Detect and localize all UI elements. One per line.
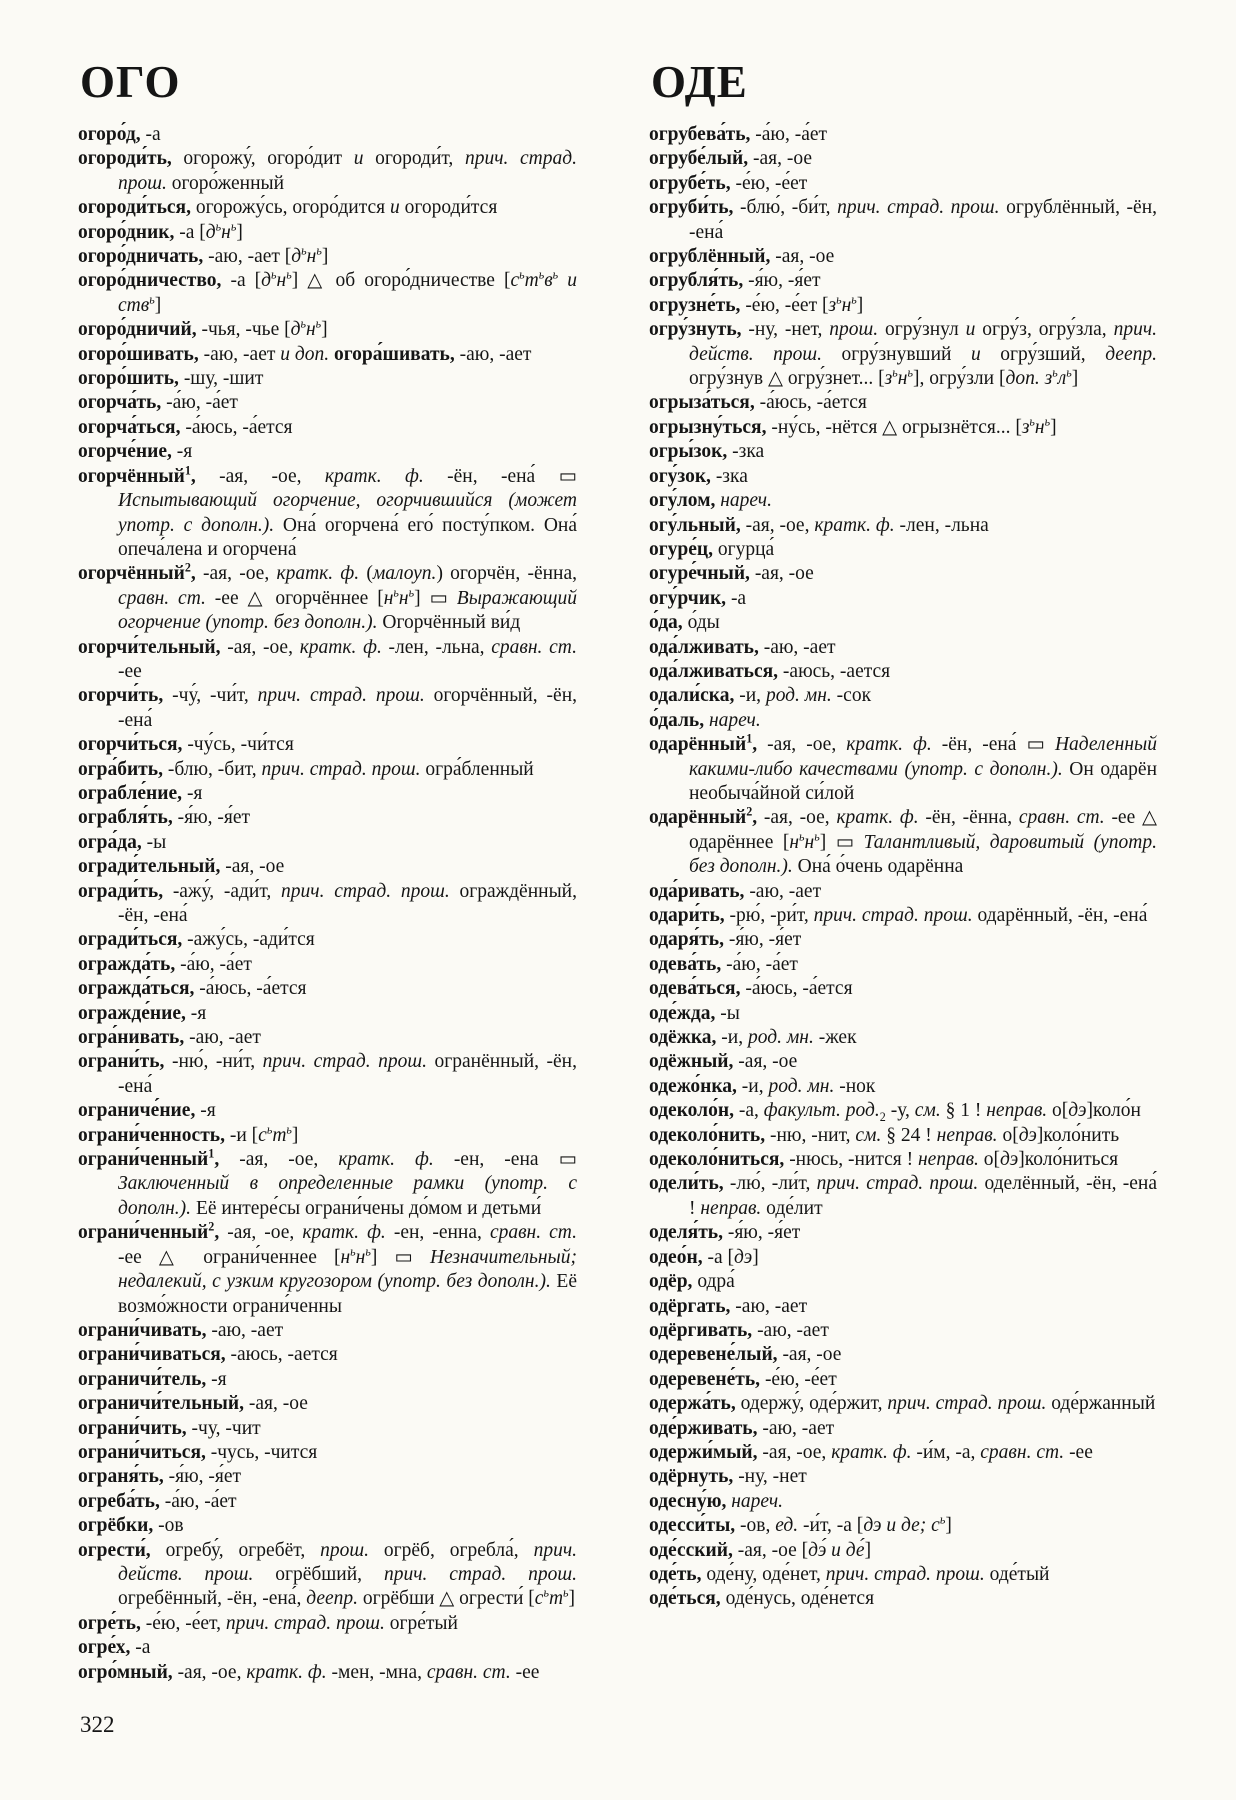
dict-entry: огоро́дничество, -а $[д^ьн^ь]$ △ об огоро́дничестве [$с^ьт^ьв^ь$ и ств$^ь$] <box>78 267 577 316</box>
dict-entry: огра́да, -ы <box>78 831 167 853</box>
dict-entry: огрыза́ться, -а́юсь, -а́ется <box>649 392 867 414</box>
dict-entry: одесну́ю, нареч. <box>649 1490 783 1512</box>
dict-entry: одеколо́нить, -ню, -нит, см. § 24 ! неправ. о[дэ]коло́нить <box>649 1124 1120 1146</box>
dict-entry: огоро́дничий, -чья, -чье $[д^ьн^ь]$ <box>78 316 328 341</box>
dict-entry: огру́знуть, -ну, -нет, прош. огру́знул и огру́з, огру́зла, прич. действ. прош. огру́знувший и огру́зший, деепр. огру́знув △ огру́знет... $[з^ьн^ь]$, огру́зли [доп. $з^ьл^ь$] <box>649 319 1157 390</box>
dict-entry: одёр, одра́ <box>649 1271 735 1293</box>
dict-entry: одёжка, -и, род. мн. -жек <box>649 1027 857 1049</box>
dict-entry: огорчи́ться, -чу́сь, -чи́тся <box>78 734 294 756</box>
dict-entry: огрызну́ться, -ну́сь, -нётся △ огрызнётся... $[з^ьн^ь]$ <box>649 414 1057 438</box>
dict-entry: огро́мный, -ая, -ое, кратк. ф. -мен, -мна, сравн. ст. -ее <box>78 1661 540 1683</box>
dict-entry: оделя́ть, -я́ю, -я́ет <box>649 1222 801 1244</box>
dict-entry: огрубе́лый, -ая, -ое <box>649 148 812 170</box>
dict-entry: огра́бить, -блю, -бит, прич. страд. прош. огра́бленный <box>78 758 534 780</box>
dict-entry: огре́х, -а <box>78 1637 151 1659</box>
dict-entry: огради́тельный, -ая, -ое <box>78 856 285 878</box>
right-column-entries <box>649 123 1157 1612</box>
dict-entry: ограничи́тель, -я <box>78 1368 227 1390</box>
dict-entry: ограня́ть, -я́ю, -я́ет <box>78 1466 242 1488</box>
dict-entry: одеревене́лый, -ая, -ое <box>649 1344 842 1366</box>
dict-entry: огорчи́ть, -чу́, -чи́т, прич. страд. прош. огорчённый, -ён, -ена́ <box>78 685 578 731</box>
dict-entry: ограни́читься, -чусь, -чится <box>78 1441 318 1463</box>
dict-entry: ограбле́ние, -я <box>78 782 203 804</box>
left-column <box>78 57 578 1685</box>
dict-entry: огорчи́тельный, -ая, -ое, кратк. ф. -лен, -льна, сравн. ст. -ее <box>78 636 577 682</box>
dict-entry: огороди́ться, огорожу́сь, огоро́дится и огороди́тся <box>78 197 498 219</box>
dict-entry: огражда́ть, -а́ю, -а́ет <box>78 953 252 975</box>
dict-entry: огоро́д, -а <box>78 124 161 145</box>
dict-entry: одеколо́н, -а, факульт. $род._2$ -у, см. § 1 ! неправ. о[дэ]коло́н <box>649 1100 1141 1125</box>
dict-entry: огуре́чный, -ая, -ое <box>649 563 814 585</box>
dict-entry: огрёбки, -ов <box>78 1515 184 1537</box>
dict-entry: одеревене́ть, -е́ю, -е́ет <box>649 1368 837 1390</box>
dict-entry: огражда́ться, -а́юсь, -а́ется <box>78 978 307 1000</box>
dict-entry: огре́ть, -е́ю, -е́ет, прич. страд. прош. огре́тый <box>78 1612 458 1634</box>
right-column <box>649 57 1158 1685</box>
dict-entry: оде́рживать, -аю, -ает <box>649 1417 835 1439</box>
dict-entry: одева́ть, -а́ю, -а́ет <box>649 953 798 975</box>
dict-entry: ограни́чить, -чу, -чит <box>78 1417 261 1439</box>
dict-entry: одарённый$^1$, -ая, -ое, кратк. ф. -ён, -ена́ ▭ Наделенный какими-либо качествами (употр. с дополн.). Он одарён необыча́йной си́лой <box>649 731 1157 804</box>
dict-entry: ограни́ченный$^1$, -ая, -ое, кратк. ф. -ен, -ена ▭ Заключенный в определенные рамки (употр. с дополн.). Её интере́сы ограни́чены до́мом и детьми́ <box>78 1146 578 1219</box>
dict-entry: огоро́дник, -а $[д^ьн^ь]$ <box>78 219 243 243</box>
dict-entry: огу́льный, -ая, -ое, кратк. ф. -лен, -льна <box>649 514 989 536</box>
dict-entry: огради́ться, -ажу́сь, -ади́тся <box>78 929 315 951</box>
dict-entry: огуре́ц, огурца́ <box>649 538 775 560</box>
left-column-header: ОГО <box>80 57 181 107</box>
dict-entry: одаря́ть, -я́ю, -я́ет <box>649 929 802 951</box>
dict-entry: ода́лживать, -аю, -ает <box>649 636 836 658</box>
dict-entry: ограни́чивать, -аю, -ает <box>78 1319 284 1341</box>
dict-entry: одёрнуть, -ну, -нет <box>649 1466 807 1488</box>
page-number: 322 <box>80 1712 115 1737</box>
dict-entry: ограничи́тельный, -ая, -ое <box>78 1393 308 1415</box>
dict-entry: ограни́ченный$^2$, -ая, -ое, кратк. ф. -ен, -енна, сравн. ст. -ее △ ограни́ченнее $[н^ьн^ь]$ ▭ Незначительный; недалекий, с узким кругозором (употр. без дополн.). Её возмо́жности ограни́ченны <box>78 1219 577 1317</box>
dict-entry: одеколо́ниться, -нюсь, -нится ! неправ. о[дэ]коло́ниться <box>649 1149 1119 1171</box>
dict-entry: ограни́ченность, -и $[с^ьт^ь]$ <box>78 1122 299 1146</box>
dict-entry: огруби́ть, -блю́, -би́т, прич. страд. прош. огрублённый, -ён, -ена́ <box>649 197 1158 243</box>
dict-entry: огорча́ть, -а́ю, -а́ет <box>78 392 238 414</box>
dict-entry: ограниче́ние, -я <box>78 1100 216 1122</box>
dict-entry: огрубева́ть, -а́ю, -а́ет <box>649 124 828 145</box>
dict-entry: огражде́ние, -я <box>78 1002 207 1024</box>
dict-entry: одали́ска, -и, род. мн. -сок <box>649 685 872 707</box>
dict-entry: огрести́, огребу́, огребёт, прош. огрёб, огребла́, прич. действ. прош. огрёбший, прич. страд. прош. огребённый, -ён, -ена́, деепр. огрёбши △ огрести́ $[с^ьт^ь]$ <box>78 1539 577 1610</box>
dict-entry: одёргать, -аю, -ает <box>649 1295 808 1317</box>
dict-entry: огрубля́ть, -я́ю, -я́ет <box>649 270 821 292</box>
dict-entry: огорчённый$^2$, -ая, -ое, кратк. ф. (малоуп.) огорчён, -ённа, сравн. ст. -ее △ огорчённее $[н^ьн^ь]$ ▭ Выражающий огорчение (употр. без дополн.). Огорчённый ви́д <box>78 560 578 634</box>
dict-entry: о́даль, нареч. <box>649 709 761 731</box>
dict-entry: оде́ть, оде́ну, оде́нет, прич. страд. прош. оде́тый <box>649 1563 1050 1585</box>
dict-entry: оде́ться, оде́нусь, оде́нется <box>649 1588 875 1610</box>
left-column-entries <box>78 123 577 1685</box>
dict-entry: ограни́ть, -ню́, -ни́т, прич. страд. прош. огранённый, -ён, -ена́ <box>78 1051 577 1097</box>
dict-entry: одёжный, -ая, -ое <box>649 1051 798 1073</box>
right-column-header: ОДЕ <box>651 57 748 107</box>
dict-entry: одева́ться, -а́юсь, -а́ется <box>649 978 853 1000</box>
dict-entry: оде́жда, -ы <box>649 1002 740 1024</box>
dict-entry: огрублённый, -ая, -ое <box>649 246 835 268</box>
dict-entry: огу́лом, нареч. <box>649 490 772 512</box>
dict-entry: одежо́нка, -и, род. мн. -нок <box>649 1075 876 1097</box>
dict-entry: огу́зок, -зка <box>649 465 748 487</box>
dict-entry: ода́ривать, -аю, -ает <box>649 880 822 902</box>
dict-entry: ода́лживаться, -аюсь, -ается <box>649 660 891 682</box>
dict-entry: огороди́ть, огорожу́, огоро́дит и огороди́т, прич. страд. прош. огоро́женный <box>78 148 577 194</box>
dict-entry: огра́нивать, -аю, -ает <box>78 1027 261 1049</box>
dict-entry: оде́сский, -ая, -ое [дэ́ и де́] <box>649 1539 872 1561</box>
dict-entry: огоро́шивать, -аю, -ает и доп. огора́шивать, -аю, -ает <box>78 343 532 365</box>
dict-entry: одесси́ты, -ов, ед. -и́т, -а [дэ и де; $с^ь$] <box>649 1512 952 1537</box>
dict-entry: огради́ть, -ажу́, -ади́т, прич. страд. прош. ограждённый, -ён, -ена́ <box>78 880 577 926</box>
dict-entry: огрузне́ть, -е́ю, -е́ет $[з^ьн^ь]$ <box>649 292 864 316</box>
dict-entry: огоро́шить, -шу, -шит <box>78 368 264 390</box>
dict-entry: огу́рчик, -а <box>649 587 747 609</box>
dict-entry: одёргивать, -аю, -ает <box>649 1319 829 1341</box>
dict-entry: огоро́дничать, -аю, -ает $[д^ьн^ь]$ <box>78 243 329 268</box>
dict-entry: одержи́мый, -ая, -ое, кратк. ф. -и́м, -а, сравн. ст. -ее <box>649 1441 1093 1463</box>
dict-entry: огорча́ться, -а́юсь, -а́ется <box>78 416 293 438</box>
dict-entry: огрубе́ть, -е́ю, -е́ет <box>649 172 808 194</box>
dict-entry: одержа́ть, одержу́, оде́ржит, прич. страд. прош. оде́ржанный <box>649 1393 1156 1415</box>
dict-entry: одарённый$^2$, -ая, -ое, кратк. ф. -ён, -ённа, сравн. ст. -ее △ одарённее $[н^ьн^ь]$ ▭ Талантливый, даровитый (употр. без дополн.). Она́ о́чень одарённа <box>649 804 1157 878</box>
dict-entry: одели́ть, -лю́, -ли́т, прич. страд. прош. оделённый, -ён, -ена́ ! неправ. оде́лит <box>649 1173 1157 1219</box>
dict-entry: огорче́ние, -я <box>78 441 193 463</box>
dict-entry: одари́ть, -рю́, -ри́т, прич. страд. прош. одарённый, -ён, -ена́ <box>649 905 1148 926</box>
dict-entry: огреба́ть, -а́ю, -а́ет <box>78 1490 237 1512</box>
dict-entry: ограни́чиваться, -аюсь, -ается <box>78 1344 338 1366</box>
dict-entry: одео́н, -а [дэ] <box>649 1246 759 1268</box>
dict-entry: о́да, о́ды <box>649 612 720 634</box>
dict-entry: огры́зок, -зка <box>649 441 765 463</box>
dict-entry: ограбля́ть, -я́ю, -я́ет <box>78 807 251 829</box>
dict-entry: огорчённый$^1$, -ая, -ое, кратк. ф. -ён, -ена́ ▭ Испытывающий огорчение, огорчившийся (может употр. с дополн.). Она́ огорчена́ его́ посту́пком. Она́ опеча́лена и огорчена́ <box>78 463 577 560</box>
